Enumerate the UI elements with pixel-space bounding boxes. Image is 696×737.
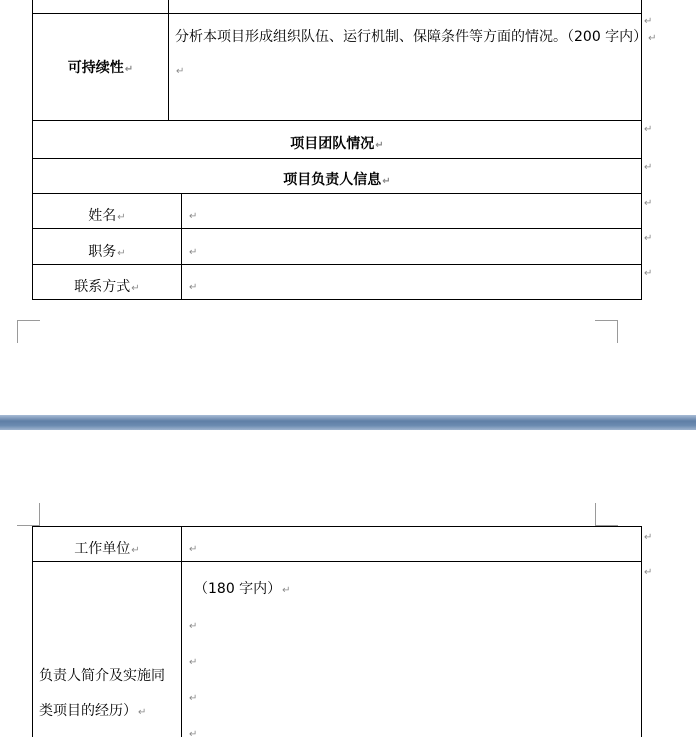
work-unit-value-cell[interactable] (182, 527, 642, 562)
position-label-cell[interactable] (33, 229, 182, 265)
sustainability-label: 可持续性 (67, 60, 124, 76)
crop-mark-top-left (17, 503, 40, 526)
position-value-cell[interactable] (182, 229, 642, 265)
profile-row (33, 562, 642, 737)
empty-paragraph (188, 680, 641, 716)
page-separator (0, 415, 696, 430)
profile-label-line-1: 负责人简介及实施同 (39, 668, 165, 684)
crop-mark-top-right (595, 503, 618, 526)
contact-label: 联系方式 (74, 279, 131, 295)
crop-mark-bottom-left (17, 320, 40, 343)
paragraph-mark: ↵ (138, 707, 147, 718)
profile-text-line (194, 572, 641, 608)
crop-mark-bottom-right (595, 320, 618, 343)
paragraph-mark: ↵ (189, 621, 198, 632)
row-end-mark: ↵ (644, 567, 653, 578)
work-unit-row (33, 527, 642, 562)
row-end-mark: ↵ (644, 162, 653, 173)
paragraph-mark: ↵ (382, 176, 391, 187)
paragraph-mark: ↵ (189, 729, 198, 737)
empty-paragraph (188, 644, 641, 680)
profile-content-cell[interactable] (182, 562, 642, 737)
paragraph-mark: ↵ (189, 246, 198, 258)
empty-paragraph (175, 62, 641, 78)
table-row (33, 0, 642, 14)
empty-paragraph (188, 608, 641, 644)
paragraph-mark: ↵ (189, 544, 198, 555)
sustainability-content-cell[interactable] (169, 14, 657, 121)
document-page-2 (0, 430, 696, 737)
paragraph-mark: ↵ (189, 657, 198, 668)
paragraph-mark: ↵ (131, 545, 140, 556)
name-row (33, 194, 642, 229)
team-heading-row (33, 121, 642, 159)
paragraph-mark: ↵ (117, 247, 126, 259)
team-heading-cell[interactable] (33, 121, 642, 159)
sustainability-label-cell[interactable] (33, 14, 169, 121)
row-end-mark: ↵ (644, 198, 653, 209)
name-label-cell[interactable] (33, 194, 182, 229)
table-cell[interactable] (33, 0, 169, 14)
row-end-mark: ↵ (644, 233, 653, 244)
name-value-cell[interactable] (182, 194, 642, 229)
row-end-mark: ↵ (644, 124, 653, 135)
paragraph-mark: ↵ (189, 211, 198, 222)
leader-info-table (32, 526, 642, 737)
contact-label-cell[interactable] (33, 265, 182, 300)
empty-paragraph (188, 716, 641, 737)
profile-label-line-2-wrap (39, 694, 181, 730)
contact-row (33, 265, 642, 300)
row-end-mark: ↵ (644, 268, 653, 279)
position-label: 职务 (88, 243, 117, 260)
sustainability-description: 分析本项目形成组织队伍、运行机制、保障条件等方面的情况。（200 字内） (175, 29, 648, 45)
leader-heading-cell[interactable] (33, 159, 642, 194)
paragraph-mark: ↵ (648, 33, 657, 44)
profile-label-line-2: 类项目的经历） (39, 703, 137, 719)
project-form-table (32, 0, 657, 300)
profile-word-limit: （180 字内） (194, 581, 282, 597)
paragraph-mark: ↵ (131, 283, 140, 294)
paragraph-mark: ↵ (375, 139, 384, 151)
contact-value-cell[interactable] (182, 265, 642, 300)
row-end-mark: ↵ (644, 16, 653, 27)
paragraph-mark: ↵ (117, 212, 126, 223)
sustainability-text-line (175, 26, 657, 46)
work-unit-label-cell[interactable] (33, 527, 182, 562)
table-cell[interactable] (169, 0, 642, 14)
row-end-mark: ↵ (644, 532, 653, 543)
paragraph-mark: ↵ (189, 693, 198, 704)
name-label: 姓名 (88, 208, 117, 224)
leader-heading: 项目负责人信息 (283, 172, 382, 188)
leader-heading-row (33, 159, 642, 194)
position-row (33, 229, 642, 265)
sustainability-row (33, 14, 642, 121)
paragraph-mark: ↵ (189, 282, 198, 293)
profile-label-cell[interactable] (33, 562, 182, 737)
paragraph-mark: ↵ (282, 585, 291, 596)
work-unit-label: 工作单位 (74, 541, 131, 557)
paragraph-mark: ↵ (124, 64, 134, 75)
paragraph-mark: ↵ (176, 66, 185, 77)
team-heading: 项目团队情况 (290, 135, 375, 152)
